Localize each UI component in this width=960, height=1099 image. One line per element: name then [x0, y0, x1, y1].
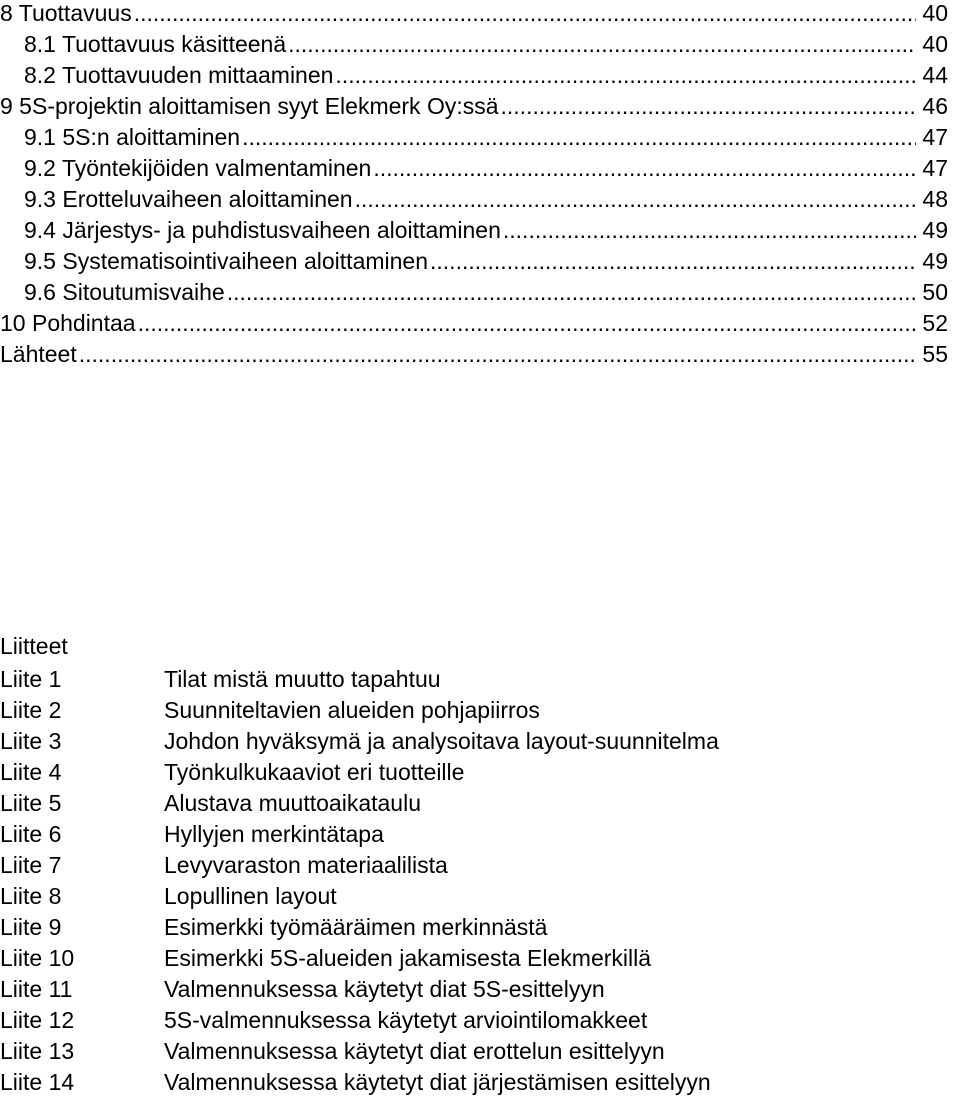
toc-entry[interactable]	[0, 26, 948, 57]
toc-leader-dots	[134, 0, 917, 26]
toc-entry[interactable]	[0, 119, 948, 150]
toc-entry-title: 9.1 5S:n aloittaminen	[24, 124, 241, 150]
appendix-list	[0, 664, 960, 1098]
appendix-label: Liite 6	[0, 821, 62, 847]
appendix-item	[0, 695, 960, 726]
toc-leader-dots	[79, 341, 917, 367]
toc-entry-title: 9.2 Työntekijöiden valmentaminen	[24, 155, 372, 181]
appendix-label: Liite 13	[0, 1038, 75, 1064]
toc-entry-page: 49	[916, 248, 948, 274]
toc-leader-dots	[503, 217, 917, 243]
toc-entry-page: 40	[916, 0, 948, 26]
toc-entry-title: 10 Pohdintaa	[0, 310, 136, 336]
appendix-item	[0, 1005, 960, 1036]
toc-entry[interactable]	[0, 274, 948, 305]
appendix-item	[0, 974, 960, 1005]
appendix-description: Esimerkki työmääräimen merkinnästä	[164, 914, 548, 940]
toc-leader-dots	[430, 248, 916, 274]
toc-entry-page: 44	[916, 62, 948, 88]
toc-entry-title: 8 Tuottavuus	[0, 0, 132, 26]
toc-entry-title: 9.6 Sitoutumisvaihe	[24, 279, 225, 305]
toc-entry-page: 47	[916, 155, 948, 181]
toc-leader-dots	[373, 155, 916, 181]
toc-entry[interactable]	[0, 57, 948, 88]
appendix-label: Liite 7	[0, 852, 62, 878]
appendix-description: Valmennuksessa käytetyt diat järjestämisen esittelyyn	[164, 1069, 711, 1095]
toc-entry-page: 48	[916, 186, 948, 212]
toc-leader-dots	[501, 93, 917, 119]
appendix-description: Lopullinen layout	[164, 883, 337, 909]
appendix-item	[0, 788, 960, 819]
appendix-description: Hyllyjen merkintätapa	[164, 821, 384, 847]
toc-entry-page: 55	[916, 341, 948, 367]
appendix-description: Alustava muuttoaikataulu	[164, 790, 421, 816]
appendices-heading: Liitteet	[0, 633, 68, 659]
appendix-description: Esimerkki 5S-alueiden jakamisesta Elekmerkillä	[164, 945, 652, 971]
appendix-label: Liite 2	[0, 697, 62, 723]
toc-entry-title: Lähteet	[0, 341, 77, 367]
appendix-label: Liite 11	[0, 976, 73, 1002]
appendix-item	[0, 1067, 960, 1098]
appendix-label: Liite 10	[0, 945, 75, 971]
toc-leader-dots	[335, 62, 916, 88]
appendix-item	[0, 726, 960, 757]
toc-leader-dots	[138, 310, 917, 336]
toc-entry-title: 9.3 Erotteluvaiheen aloittaminen	[24, 186, 353, 212]
toc-entry-title: 9.5 Systematisointivaiheen aloittaminen	[24, 248, 429, 274]
appendix-item	[0, 943, 960, 974]
toc-entry[interactable]	[0, 336, 948, 367]
appendix-item	[0, 1036, 960, 1067]
appendix-description: 5S-valmennuksessa käytetyt arviointilomakkeet	[164, 1007, 648, 1033]
appendix-label: Liite 8	[0, 883, 62, 909]
toc-entry-page: 50	[916, 279, 948, 305]
toc-entry[interactable]	[0, 305, 948, 336]
appendix-item	[0, 757, 960, 788]
toc-entry-page: 49	[916, 217, 948, 243]
appendix-item	[0, 912, 960, 943]
appendix-description: Johdon hyväksymä ja analysoitava layout-suunnitelma	[164, 728, 719, 754]
appendix-description: Suunniteltavien alueiden pohjapiirros	[164, 697, 540, 723]
appendix-description: Valmennuksessa käytetyt diat erottelun esittelyyn	[164, 1038, 665, 1064]
appendix-description: Tilat mistä muutto tapahtuu	[164, 666, 441, 692]
toc-entry[interactable]	[0, 181, 948, 212]
appendix-label: Liite 3	[0, 728, 62, 754]
toc-entry[interactable]	[0, 212, 948, 243]
appendix-label: Liite 9	[0, 914, 62, 940]
table-of-contents	[0, 0, 948, 367]
appendix-label: Liite 1	[0, 666, 62, 692]
toc-entry-title: 8.1 Tuottavuus käsitteenä	[24, 31, 287, 57]
appendix-item	[0, 664, 960, 695]
appendix-label: Liite 4	[0, 759, 62, 785]
toc-entry-page: 40	[916, 31, 948, 57]
toc-leader-dots	[227, 279, 917, 305]
appendix-description: Työnkulkukaaviot eri tuotteille	[164, 759, 465, 785]
toc-leader-dots	[355, 186, 917, 212]
toc-entry[interactable]	[0, 243, 948, 274]
appendix-item	[0, 819, 960, 850]
toc-leader-dots	[242, 124, 916, 150]
toc-leader-dots	[288, 31, 916, 57]
toc-entry-title: 9 5S-projektin aloittamisen syyt Elekmerk Oy:ssä	[0, 93, 499, 119]
appendix-description: Valmennuksessa käytetyt diat 5S-esittelyyn	[164, 976, 605, 1002]
toc-entry-page: 47	[916, 124, 948, 150]
appendix-label: Liite 5	[0, 790, 62, 816]
toc-entry[interactable]	[0, 150, 948, 181]
appendix-item	[0, 850, 960, 881]
toc-entry[interactable]	[0, 0, 948, 26]
toc-entry-title: 8.2 Tuottavuuden mittaaminen	[24, 62, 334, 88]
appendix-description: Levyvaraston materiaalilista	[164, 852, 448, 878]
appendix-item	[0, 881, 960, 912]
appendix-label: Liite 14	[0, 1069, 75, 1095]
toc-entry[interactable]	[0, 88, 948, 119]
toc-entry-page: 52	[916, 310, 948, 336]
appendix-label: Liite 12	[0, 1007, 75, 1033]
toc-entry-page: 46	[916, 93, 948, 119]
toc-entry-title: 9.4 Järjestys- ja puhdistusvaiheen aloittaminen	[24, 217, 501, 243]
